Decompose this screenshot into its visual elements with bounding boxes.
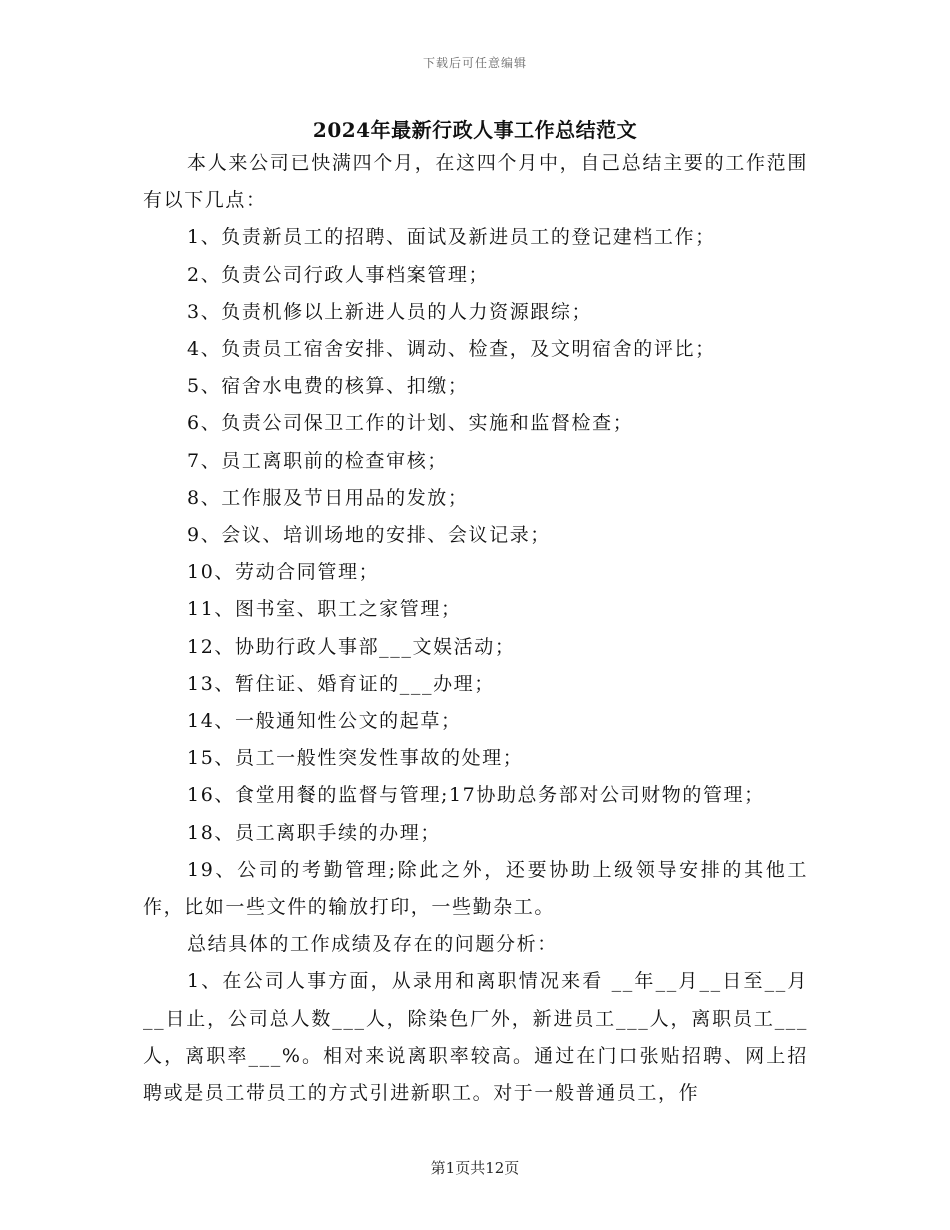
paragraph: 7、员工离职前的检查审核； [187, 449, 448, 472]
paragraph: 19、公司的考勤管理;除此之外，还要协助上级领导安排的其他工作，比如一些文件的输放打印，一些勤杂工。 [143, 858, 808, 919]
paragraph: 1、在公司人事方面，从录用和离职情况来看 __年__月__日至__月__日止，公司总人数___人，除染色厂外，新进员工___人，离职员工___人，离职率___%。相对来说离职率较高。通过在门口张贴招聘、网上招聘或是员工带员工的方式引进新职工。对于一般普通员工，作 [143, 970, 808, 1105]
paragraph: 8、工作服及节日用品的发放； [187, 486, 469, 509]
paragraph: 12、协助行政人事部___文娱活动； [187, 635, 516, 658]
paragraph: 18、员工离职手续的办理； [187, 821, 441, 844]
paragraph: 10、劳动合同管理； [187, 561, 380, 584]
document-title: 2024年最新行政人事工作总结范文 [312, 118, 638, 142]
header-note: 下载后可任意编辑 [422, 56, 527, 70]
paragraph: 15、员工一般性突发性事故的处理； [187, 747, 524, 770]
paragraph: 本人来公司已快满四个月，在这四个月中，自己总结主要的工作范围有以下几点： [143, 152, 808, 212]
document-body [143, 145, 808, 1112]
paragraph: 11、图书室、职工之家管理； [187, 598, 462, 621]
paragraph: 13、暂住证、婚育证的___办理； [187, 672, 495, 695]
paragraph: 9、会议、培训场地的安排、会议记录； [187, 524, 551, 547]
paragraph: 5、宿舍水电费的核算、扣缴； [187, 375, 469, 398]
paragraph: 6、负责公司保卫工作的计划、实施和监督检查； [187, 412, 634, 435]
paragraph: 3、负责机修以上新进人员的人力资源跟综； [187, 300, 593, 323]
paragraph: 4、负责员工宿舍安排、调动、检查，及文明宿舍的评比； [187, 338, 716, 361]
page-number: 第1页共12页 [430, 1159, 520, 1177]
paragraph: 2、负责公司行政人事档案管理； [187, 263, 490, 286]
paragraph: 总结具体的工作成绩及存在的问题分析： [187, 933, 558, 956]
paragraph: 16、食堂用餐的监督与管理;17协助总务部对公司财物的管理； [187, 784, 765, 807]
paragraph: 1、负责新员工的招聘、面试及新进员工的登记建档工作； [187, 226, 716, 249]
paragraph: 14、一般通知性公文的起草； [187, 710, 462, 733]
